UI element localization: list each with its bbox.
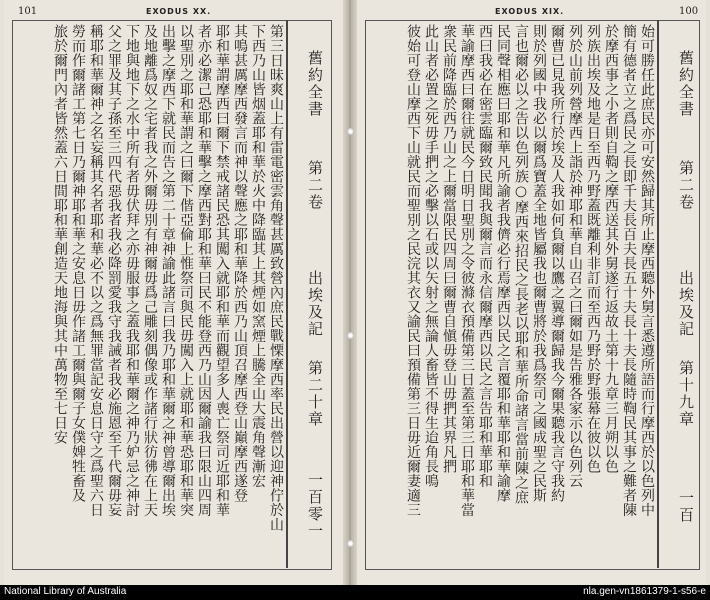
text-column: 耶和華謂摩西曰爾下禁戒諸民恐其闖入就耶和華而觀望多人喪亡祭司近耶和華	[214, 24, 230, 517]
left-page	[4, 0, 343, 585]
side-margin	[286, 20, 328, 568]
binding-gutter	[343, 0, 357, 585]
text-column: 出擊之摩西下就民而告之第二十章神諭此諸言曰我乃耶和華爾之神曾導爾出埃	[160, 24, 176, 517]
text-column: 旅於爾門內者皆然蓋六日間耶和華創造天地海與其中萬物至七日安	[52, 24, 68, 445]
text-column: 下地與地下之水中所有者毋伏拜之亦毋服事之蓋我耶和華爾之神乃妒忌之神討	[124, 24, 140, 517]
text-column: 始可勝任此庶民亦可安然歸其所止摩西聽外舅言悉遵所語而行摩西於以色列中	[639, 24, 655, 517]
stitch-hole	[347, 540, 354, 547]
running-head: EXODUS XIX.	[495, 7, 565, 16]
text-column: 華諭摩西曰爾往就民今日明日聖別之令彼滌衣預備第三日蓋至第三日耶和華當	[459, 24, 475, 517]
text-column: 勞而作爾諸工第七日乃爾神耶和華之安息日毋作諸工爾與爾子女僕婢牲畜及	[70, 24, 86, 503]
text-column: 此山者必置之死毋手捫之必擊以石或以矢射之無論人畜皆不得生迨角長鳴	[423, 24, 439, 488]
text-column: 言也爾必以之告以色列族○摩西來招民之長老以耶和華所命諸言當前陳之庶	[513, 24, 529, 505]
side-margin	[657, 20, 699, 568]
stitch-hole	[347, 128, 354, 135]
text-column: 民同聲相應曰耶和華凡所諭者我儕必行焉摩西以民之言覆耶和華耶和華諭摩	[495, 24, 511, 503]
text-column: 第三日昧爽山上有雷電密雲角聲甚厲致營內庶民戰慄摩西率民出營以迎神佇於山	[268, 24, 284, 532]
side-book: 出埃及記	[306, 270, 324, 338]
text-columns	[367, 24, 655, 562]
page-number: 101	[18, 6, 38, 17]
footer-identifier: nla.gen-vn1861379-1-s56-e	[583, 586, 706, 597]
text-column: 及地離爲奴之宅者我之外爾毋別有神爾毋爲己雕刻偶像或作諸行狀彷彿在上天	[142, 24, 158, 517]
text-column: 簡有德者立之爲民之長即千夫長百夫長五十夫長十夫長隨時鞫民其事之難者陳	[621, 24, 637, 517]
side-title: 舊約全書	[677, 50, 695, 118]
text-column: 列於山前列營摩西上詣於神耶和華自山召之曰爾如是告雅各家示以色列云	[567, 24, 583, 488]
side-chapter: 第十九章	[677, 360, 695, 428]
side-chapter: 第二十章	[306, 360, 324, 428]
text-column: 則於列國中我必以爾爲寶蓋全地皆屬我也爾曹將於我爲祭司之國成聖之民斯	[531, 24, 547, 503]
text-column: 於摩西事之小者則自鞫之摩西送其外舅遂行返故土第十九章三月朔以色	[603, 24, 619, 474]
text-column: 衆民前降臨於西乃山之上爾當限民四周曰爾曹自愼毋登山毋捫其界凡捫	[441, 24, 457, 474]
text-column: 父之罪及其子孫至三四代惡我者我必降罰愛我守我誡者我必施恩至千代爾毋妄	[106, 24, 122, 517]
text-column: 以聖別之耶和華謂之曰爾下偕亞倫上惟祭司與民毋闖入上就耶和華恐耶和華突	[178, 24, 194, 517]
text-columns	[14, 24, 284, 562]
text-column: 其鳴甚厲摩西發言而神以聲應之耶和華降於西乃山頂召摩西登山巔摩西遂登	[232, 24, 248, 503]
side-title: 舊約全書	[306, 50, 324, 118]
page-number: 100	[679, 6, 699, 17]
side-book: 出埃及記	[677, 270, 695, 338]
right-page	[357, 0, 706, 585]
side-volume: 第二卷	[677, 160, 695, 211]
text-column: 爾曹已見我所行於埃及人我如何負爾以鷹之翼導爾歸我今爾果聽我言守我約	[549, 24, 565, 503]
footer-credit: National Library of Australia	[4, 586, 127, 597]
text-column: 下西乃山皆烟蓋耶和華於火中降臨其上其煙如窯煙上騰全山大震角聲漸宏	[250, 24, 266, 488]
text-column: 稱耶和華爾神之名妄稱其名者耶和華必不以之爲無罪當記安息日守之爲聖六日	[88, 24, 104, 517]
side-page-number: 一百	[677, 490, 695, 524]
text-column: 西曰我必在密雲臨爾致民聞我與爾言而永信爾摩西以民之言告耶和華耶和	[477, 24, 493, 488]
footer-bar	[0, 585, 710, 600]
stitch-hole	[347, 332, 354, 339]
text-column: 者亦必潔己恐耶和華擊之摩西對耶和華曰民不能登西乃山因爾諭我曰限山四周	[196, 24, 212, 517]
running-head: EXODUS XX.	[146, 7, 212, 16]
text-column: 彼始可登山摩西下山就民而聖別之民浣其衣又諭民曰預備第三日毋近爾妻適三	[405, 24, 421, 517]
text-column: 列族出埃及地是日至西乃野蓋既離利非訂而至西乃野於野張幕在彼以色	[585, 24, 601, 474]
side-volume: 第二卷	[306, 160, 324, 211]
side-page-number: 一百零一	[306, 472, 324, 540]
